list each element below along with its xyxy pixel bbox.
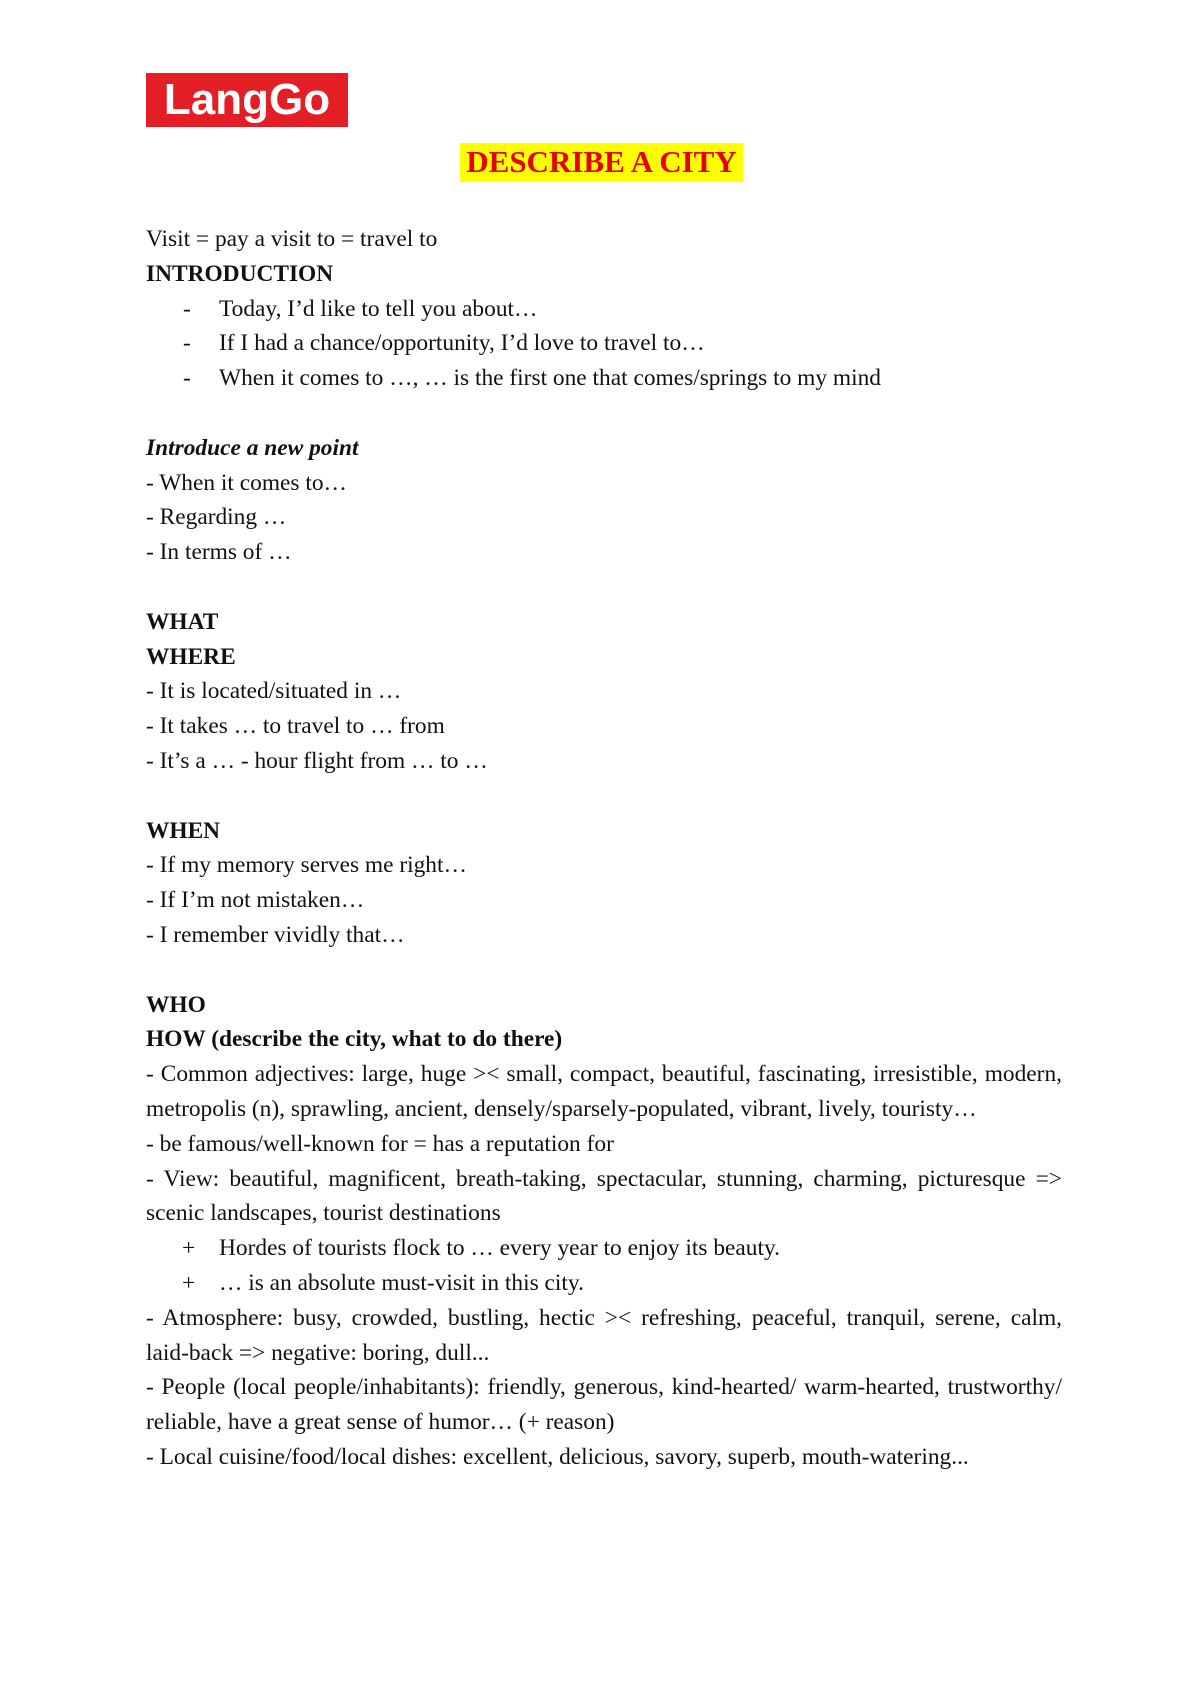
spacer xyxy=(146,953,1062,988)
list-item: - Regarding … xyxy=(146,504,287,531)
visit-line: Visit = pay a visit to = travel to xyxy=(146,226,438,252)
list-item: - I remember vividly that… xyxy=(146,921,405,948)
list-item-text: … is an absolute must-visit in this city. xyxy=(219,1269,584,1296)
who-heading: WHO xyxy=(146,991,206,1018)
dash-marker: - xyxy=(183,365,191,392)
dash-marker: - xyxy=(183,295,191,322)
logo-text: LangGo xyxy=(163,75,331,124)
list-item: - If I’m not mistaken… xyxy=(146,887,365,914)
list-item-text: When it comes to …, … is the first one that comes/springs to my mind xyxy=(219,365,881,392)
document-body xyxy=(146,222,1062,1475)
adjectives-paragraph: - Common adjectives: large, huge >< small, compact, beautiful, fascinating, irresistible, modern, metropolis (n), sprawling, ancient, densely/sparsely-populated, vibrant, lively, touristy… xyxy=(146,1061,1062,1122)
plus-marker: + xyxy=(182,1235,196,1262)
list-item xyxy=(146,1266,1062,1301)
what-heading: WHAT xyxy=(146,608,219,635)
page-title: DESCRIBE A CITY xyxy=(460,143,742,182)
when-heading: WHEN xyxy=(146,817,221,844)
dash-marker: - xyxy=(183,330,191,357)
list-item xyxy=(146,326,1062,361)
title-container xyxy=(0,143,1200,182)
list-item-text: Today, I’d like to tell you about… xyxy=(219,295,538,322)
spacer xyxy=(146,570,1062,605)
famous-line: - be famous/well-known for = has a reputation for xyxy=(146,1130,614,1157)
cuisine-paragraph: - Local cuisine/food/local dishes: excellent, delicious, savory, superb, mouth-watering... xyxy=(146,1443,969,1470)
list-item: - In terms of … xyxy=(146,539,292,566)
list-item-text: If I had a chance/opportunity, I’d love to travel to… xyxy=(219,330,705,357)
view-paragraph: - View: beautiful, magnificent, breath-taking, spectacular, stunning, charming, picturesque => scenic landscapes, tourist destinations xyxy=(146,1165,1062,1227)
where-heading: WHERE xyxy=(146,643,236,670)
list-item: - It takes … to travel to … from xyxy=(146,713,445,740)
list-item-text: Hordes of tourists flock to … every year to enjoy its beauty. xyxy=(219,1235,781,1262)
list-item: - It is located/situated in … xyxy=(146,678,402,705)
list-item: - It’s a … - hour flight from … to … xyxy=(146,747,488,774)
new-point-heading: Introduce a new point xyxy=(146,434,359,461)
how-heading: HOW (describe the city, what to do there) xyxy=(146,1026,563,1053)
list-item: - When it comes to… xyxy=(146,469,347,496)
atmosphere-paragraph: - Atmosphere: busy, crowded, bustling, hectic >< refreshing, peaceful, tranquil, serene, calm, laid-back => negative: boring, dull... xyxy=(146,1304,1062,1366)
plus-marker: + xyxy=(182,1269,196,1296)
spacer xyxy=(146,396,1062,431)
list-item xyxy=(146,292,1062,327)
list-item: - If my memory serves me right… xyxy=(146,852,467,879)
list-item xyxy=(146,361,1062,396)
list-item xyxy=(146,1231,1062,1266)
introduction-heading: INTRODUCTION xyxy=(146,260,334,287)
langgo-logo xyxy=(146,73,348,127)
spacer xyxy=(146,779,1062,814)
people-paragraph: - People (local people/inhabitants): friendly, generous, kind-hearted/ warm-hearted, trustworthy/ reliable, have a great sense of humor… (+ reason) xyxy=(146,1374,1062,1436)
